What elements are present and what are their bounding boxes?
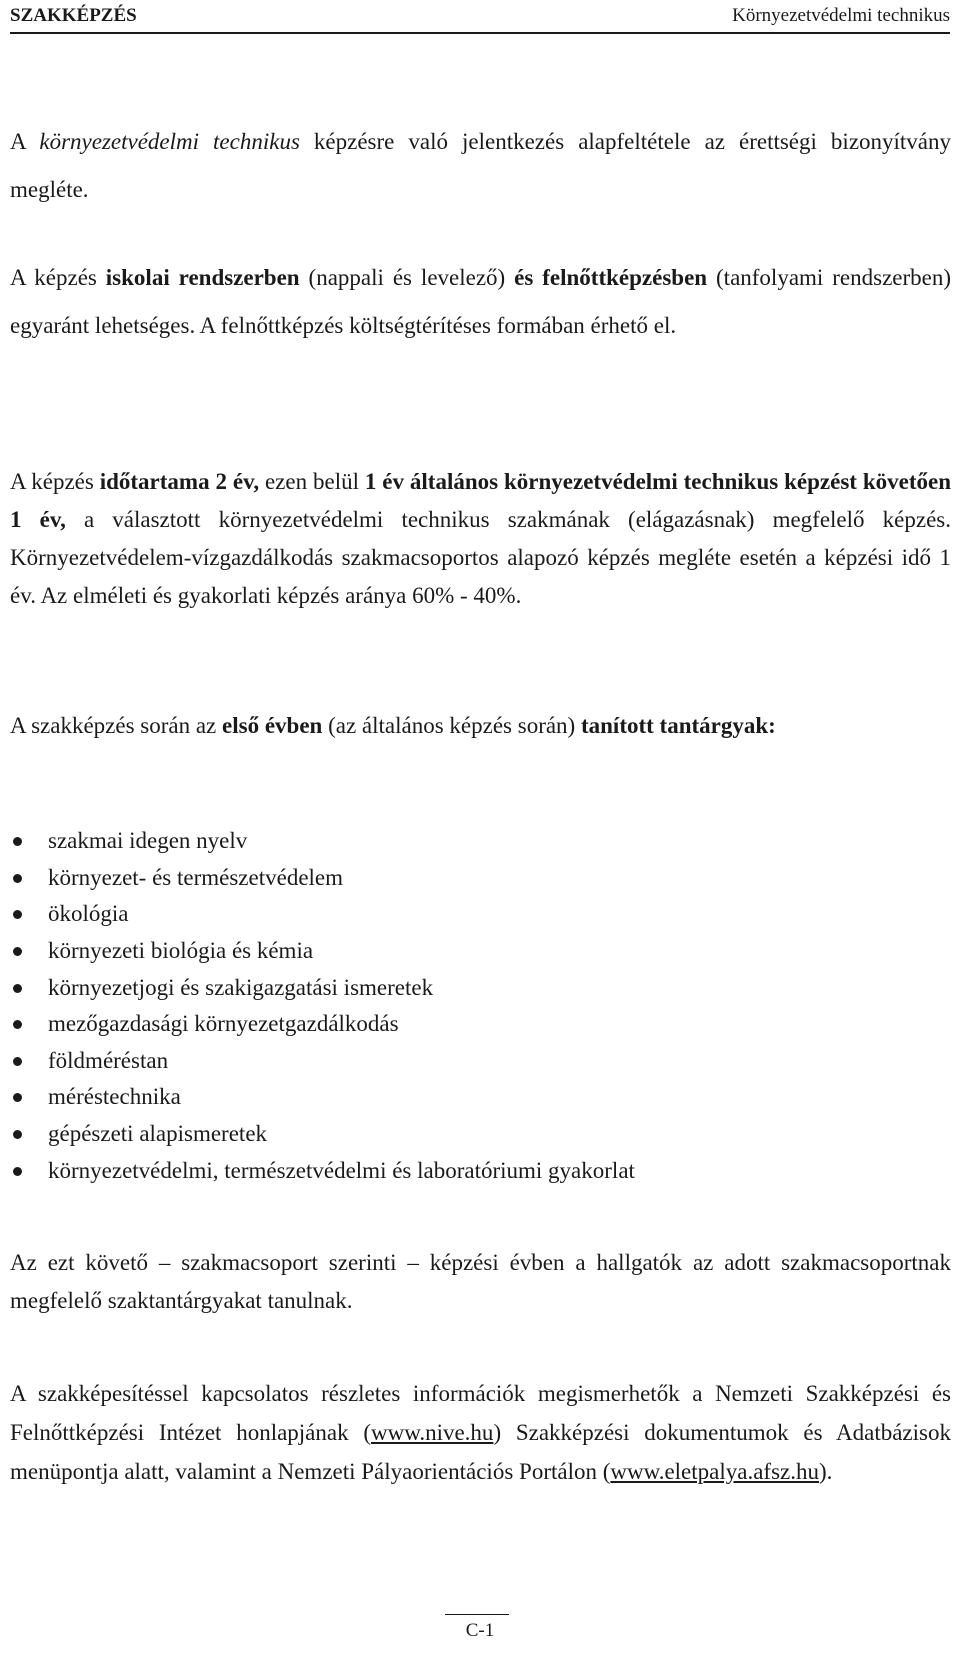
text-bold: és felnőttképzésben [514,265,708,290]
list-item-text: környezeti biológia és kémia [48,938,314,964]
text: képzésre való jelentkezés alapfeltétele az érettségi bizonyítvány megléte. [10,129,952,202]
bullet-icon [13,1093,22,1102]
paragraph-duration [10,463,951,615]
list-item [10,969,635,1006]
list-item-text: szakmai idegen nyelv [48,828,248,854]
bullet-icon [13,1057,22,1066]
list-item [10,1079,635,1116]
list-item [10,823,635,860]
bullet-icon [13,984,22,993]
list-item-text: környezetjogi és szakigazgatási ismeretek [48,974,434,1000]
bullet-icon [13,1167,22,1176]
link-nive[interactable]: www.nive.hu [371,1420,494,1445]
paragraph-first-year [10,711,951,741]
list-item-text: környezetvédelmi, természetvédelmi és laboratóriumi gyakorlat [48,1157,635,1183]
text-bold: időtartama 2 év, [99,469,260,494]
text: ) Szakképzési dokumentumok és Adatbázisok menüpontja alatt, valamint a Nemzeti Pályaorientációs Portálon ( [10,1420,951,1484]
list-item-text: mezőgazdasági környezetgazdálkodás [48,1011,399,1037]
paragraph-admission [10,118,951,214]
link-eletpalya[interactable]: www.eletpalya.afsz.hu [610,1459,819,1484]
list-item [10,933,635,970]
list-item [10,860,635,897]
text: a választott környezetvédelmi technikus szakmának (elágazásnak) megfelelő képzés. Környezetvédelem-vízgazdálkodás szakmacsoportos alapozó képzés megléte esetén a képzési idő 1 év. Az elméleti és gyakorlati képzés aránya 60% - 40%. [10,507,951,608]
list-item-text: gépészeti alapismeretek [48,1121,268,1147]
text: A képzés [10,469,100,494]
list-item-text: földméréstan [48,1047,169,1073]
list-item [10,1006,635,1043]
text-bold: tanított tantárgyak: [580,713,776,738]
bullet-icon [13,1020,22,1029]
text-bold: iskolai rendszerben [105,265,300,290]
page-header [10,0,950,34]
bullet-icon [13,910,22,919]
list-item [10,1116,635,1153]
text: ). [819,1459,833,1484]
paragraph-following-year: Az ezt követő – szakmacsoport szerinti – képzési évben a hallgatók az adott szakmacsoportnak megfelelő szaktantárgyakat tanulnak. [10,1250,951,1313]
list-item [10,1043,635,1080]
list-item [10,1152,635,1189]
text: A szakképzés során az [10,713,223,738]
text: (tanfolyami rendszerben) egyaránt lehetséges. A felnőttképzés költségtérítéses formában érhető el. [10,265,952,338]
bullet-icon [13,874,22,883]
text: A szakképesítéssel kapcsolatos részletes információk megismerhetők a Nemzeti Szakképzési és Felnőttképzési Intézet honlapjának ( [10,1381,951,1445]
paragraph-system [10,254,951,350]
bullet-icon [13,947,22,956]
footer-divider [445,1614,509,1615]
list-item [10,896,635,933]
list-item-text: méréstechnika [48,1084,181,1110]
header-left: SZAKKÉPZÉS [10,5,137,26]
text-bold: első évben [222,713,323,738]
bullet-icon [13,837,22,846]
text: (nappali és levelező) [299,265,515,290]
page-number: C-1 [465,1620,495,1641]
header-right: Környezetvédelmi technikus [732,5,950,26]
text: A [10,129,40,154]
bullet-icon [13,1130,22,1139]
text: (az általános képzés során) [322,713,581,738]
text-italic: környezetvédelmi technikus [39,129,300,154]
text: ezen belül [259,469,365,494]
subject-list [10,823,635,1189]
text-bold: 1 év általános környezetvédelmi technikus képzést követően 1 év, [10,469,951,532]
text: A képzés [10,265,106,290]
list-item-text: környezet- és természetvédelem [48,864,344,890]
list-item-text: ökológia [48,901,129,927]
paragraph-information [10,1374,951,1491]
